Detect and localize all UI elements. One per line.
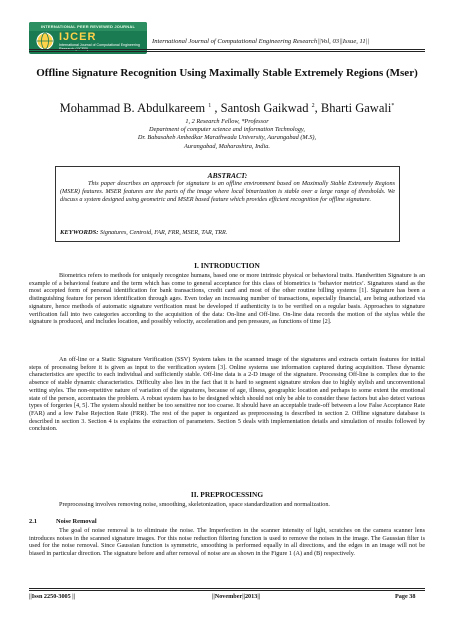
footer-issn: ||Issn 2250-3005 ||	[29, 593, 76, 600]
preprocessing-paragraph: Preprocessing involves removing noise, smoothing, skeletonization, space standardization and normalization.	[59, 501, 330, 508]
footer-rule	[29, 590, 425, 591]
logo-top-text: INTERNATIONAL PEER REVIEWED JOURNAL	[29, 22, 147, 31]
abstract-text: This paper describes an approach for signature is an offline environment based on Maximally Stable Extremely Regions (MSER) features. MSER features are the parts of the image where local binarization is stable over a large range of thresholds. We discuss a system designed using geometric and MSER based feature which provides efficient recognition for offline signature.	[60, 180, 395, 203]
author-2-sup: 2	[311, 102, 315, 109]
subsection-title: Noise Removal	[56, 518, 97, 525]
keywords	[60, 229, 395, 236]
footer-rule-thin	[29, 588, 425, 589]
footer-page-number: Page 38	[395, 593, 416, 600]
keywords-text: Signatures, Centroid, FAR, FRR, MSER, TAR, TRR.	[98, 229, 228, 236]
logo-subtitle: International Journal of Computational Engineering Research (IJCER)	[59, 43, 140, 52]
globe-icon	[35, 31, 55, 51]
footer-date: ||November||2013||	[212, 593, 261, 600]
author-2: , Santosh Gaikwad	[211, 101, 309, 115]
paper-title: Offline Signature Recognition Using Maximally Stable Extremely Regions (Mser)	[36, 67, 418, 79]
author-3: , Bharti Gawali	[314, 101, 392, 115]
header-rule-thin	[29, 51, 425, 52]
author-3-sup: *	[391, 102, 395, 109]
abstract-heading: ABSTRACT:	[207, 171, 248, 180]
affiliation-line: Department of computer science and information Technology,	[149, 126, 305, 134]
affiliation-line: Dr. Babasaheb Ambedkar Marathwada University, Aurangabad (M.S),	[137, 134, 317, 142]
affiliation-line: Aurangabad, Maharashtra, India.	[184, 142, 270, 150]
subsection-number: 2.1	[29, 518, 37, 525]
author-list	[29, 101, 425, 116]
subsection-heading-noise-removal	[29, 518, 97, 525]
journal-header: International Journal of Computational Engineering Research||Vol, 03||Issue, 11||	[152, 38, 370, 45]
affiliation	[29, 118, 425, 151]
section-heading-preprocessing: II. PREPROCESSING	[190, 490, 264, 499]
intro-paragraph-2: An off-line or a Static Signature Verification (SSV) System takes in the scanned image of the signatures and extracts certain features for initial steps of processing before it is given as input to the verification system [3]. Online systems use information captured during acquisition. These dynamic characteristics are specific to each individual and sufficiently stable. Off-line data is a 2-D image of the signature. Processing Off-line is complex due to the absence of stable dynamic characteristics. Difficulty also lies in the fact that it is hard to segment signature strokes due to highly stylish and unconventional writing styles. The non-repetitive nature of variation of the signatures, because of age, illness, geographic location and perhaps to some extent the emotional state of the person, accentuates the problem. A robust system has to be designed which should not only be able to consider these factors but also detect various types of forgeries [4, 5]. The system should neither be too sensitive nor too coarse. It should have an acceptable trade-off between a low False Acceptance Rate (FAR) and a low False Rejection Rate (FRR). The rest of the paper is organized as preprocessing is described in section 2. Offline signature database is described in section 3. Section 4 is explains the extraction of parameters. Section 5 deals with implementation details and simulation of results followed by conclusion.	[29, 356, 425, 433]
affiliation-line: 1, 2 Research Fellow, *Professor	[185, 118, 269, 125]
author-1-sup: 1	[208, 102, 212, 109]
section-heading-introduction: I. INTRODUCTION	[194, 261, 260, 270]
intro-paragraph-1: Biometrics refers to methods for uniquely recognize humans, based one or more intrinsic physical or behavioral traits. Handwritten Signature is an example of a behavioral feature and the term which has come to general acceptance for this class of biometrics is ‘behavior metrics’. Signatures stand as the most accepted form of personal identification for bank transactions, credit card and most of the other routine billing systems [1]. Signature has been a distinguishing feature for person identification through ages. Even today an increasing number of transactions, especially financial, are being authorized via signature, hence methods of automatic signature verification must be developed if authenticity is to be verified on a regular basis. Approaches to signature verification fall into two categories according to the acquisition of the data: On-line and Off-line. On-line data records the motion of the stylus while the signature is produced, and includes location, and possibly velocity, acceleration and pen pressure, as functions of time [2].	[29, 272, 425, 326]
logo-name: IJCER	[59, 31, 97, 43]
abstract-box	[55, 166, 400, 242]
noise-removal-paragraph: The goal of noise removal is to eliminate the noise. The Imperfection in the scanner intensity of light, scratches on the camera scanner lens introduces noises in the scanned signature images. For this noise reduction filtering function is used to remove the noises in the image. The Gaussian filter is used for the noise removal. Since Gaussian function is symmetric, smoothing is performed equally in all directions, and the edges in an image will not be biased in particular direction. The signature before and after removal of noise are as shown in the Figure 1 (A) and (B) respectively.	[29, 527, 425, 558]
keywords-label: KEYWORDS:	[60, 229, 99, 236]
author-1: Mohammad B. Abdulkareem	[59, 101, 206, 115]
header-rule	[29, 49, 425, 50]
